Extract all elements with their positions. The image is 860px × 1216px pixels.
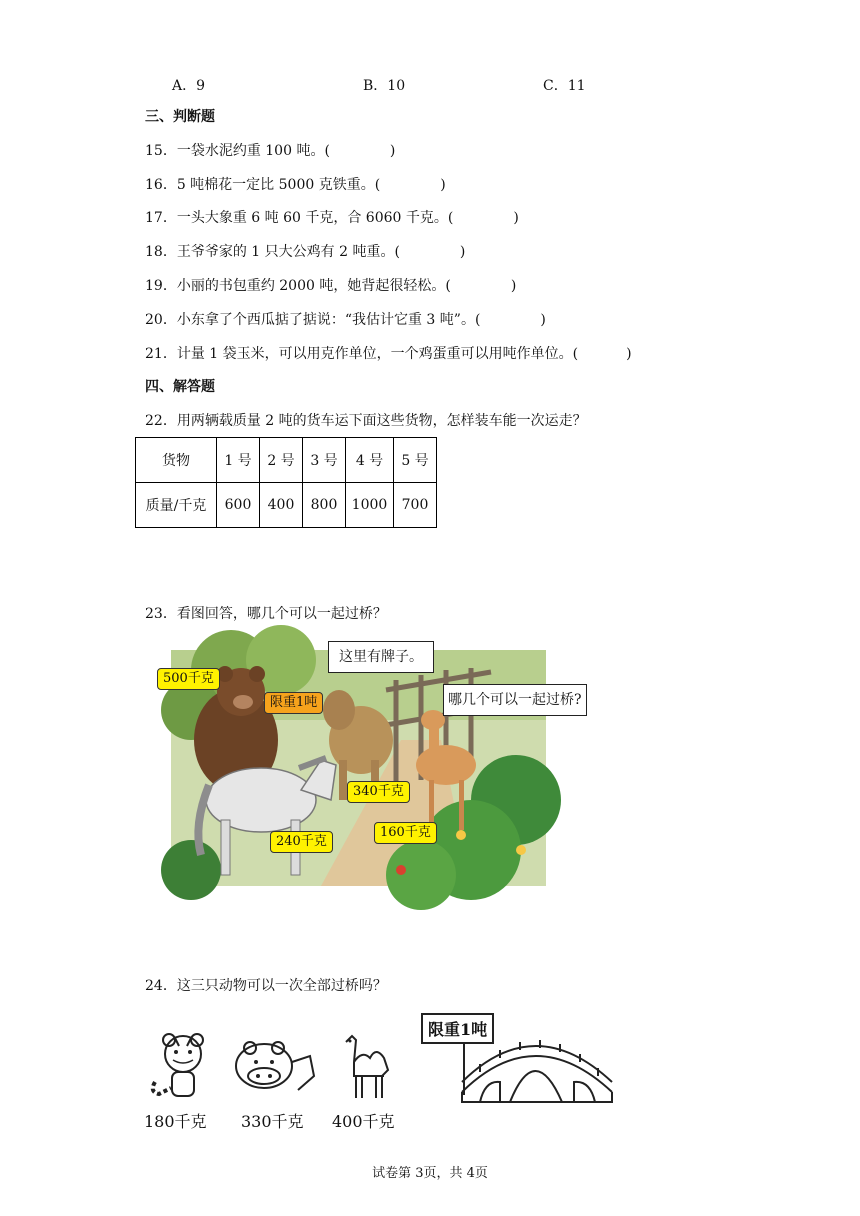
question-text: 一头大象重 6 吨 60 千克，合 6060 千克。( [176,210,454,226]
paren-close: ) [510,278,517,294]
cow-icon [232,1032,322,1102]
question-21 [145,345,632,363]
tiger-icon [145,1032,235,1102]
table-cell: 700 [394,483,437,528]
cow-weight-tag: 340千克 [347,781,410,803]
table-row [136,438,437,483]
table-cell: 600 [217,483,260,528]
table-row [136,483,437,528]
question-18 [145,243,465,261]
question-text: 王爷爷家的 1 只大公鸡有 2 吨重。( [176,244,400,260]
question-number: 20． [145,312,177,328]
question-number: 18． [145,244,177,260]
question-number: 21． [145,346,177,362]
paren-close: ) [540,312,546,328]
table-cell: 2 号 [260,438,303,483]
question-number: 16． [145,177,177,193]
option-b: B．10 [363,78,406,94]
speech-bubble-question: 哪几个可以一起过桥? [443,684,587,716]
question-text: 小东拿了个西瓜掂了掂说：“我估计它重 3 吨”。( [176,312,481,328]
horse-weight-tag: 240千克 [270,831,333,853]
table-cell: 4 号 [346,438,394,483]
bridge-sign: 限重1吨 [421,1013,494,1044]
page-footer: 试卷第 3页，共 4页 [372,1166,488,1181]
question-text: 小丽的书包重约 2000 吨，她背起很轻松。( [176,278,451,294]
tiger-weight: 180千克 [144,1112,207,1131]
option-a: A．9 [172,78,206,94]
weights-table [135,437,437,528]
paren-close: ) [513,210,519,226]
table-cell: 400 [260,483,303,528]
option-c: C．11 [543,78,586,94]
question-number: 15． [145,143,177,159]
bear-weight-tag: 500千克 [157,668,220,690]
question-text: 5 吨棉花一定比 5000 克铁重。( [176,177,381,193]
question-20 [145,311,546,329]
paren-close: ) [440,177,446,193]
weight-limit-sign: 限重1吨 [264,692,323,714]
question-19 [145,277,516,295]
section-3-heading: 三、判断题 [145,109,215,125]
table-cell: 质量/千克 [136,483,217,528]
table-cell: 1000 [346,483,394,528]
table-cell: 1 号 [217,438,260,483]
question-22: 22．用两辆载质量 2 吨的货车运下面这些货物，怎样装车能一次运走？ [145,413,587,429]
question-number: 17． [145,210,177,226]
question-23: 23．看图回答，哪几个可以一起过桥？ [145,606,387,622]
cow-weight: 330千克 [241,1112,304,1131]
question-24: 24．这三只动物可以一次全部过桥吗？ [145,978,387,994]
question-number: 19． [145,278,177,294]
bridge-icon [440,1020,640,1110]
table-cell: 3 号 [303,438,346,483]
question-text: 一袋水泥约重 100 吨。( [176,143,330,159]
paren-close: ) [626,346,632,362]
camel-icon [332,1032,412,1102]
camel-weight: 400千克 [332,1112,395,1131]
deer-weight-tag: 160千克 [374,822,437,844]
question-16 [145,176,446,194]
section-4-heading: 四、解答题 [145,379,215,395]
table-cell: 5 号 [394,438,437,483]
question-15 [145,142,395,160]
table-cell: 800 [303,483,346,528]
question-text: 计量 1 袋玉米，可以用克作单位，一个鸡蛋重可以用吨作单位。( [176,346,579,362]
paren-close: ) [459,244,466,260]
speech-bubble-sign: 这里有牌子。 [328,641,434,673]
question-17 [145,209,519,227]
table-cell: 货物 [136,438,217,483]
paren-close: ) [389,143,396,159]
